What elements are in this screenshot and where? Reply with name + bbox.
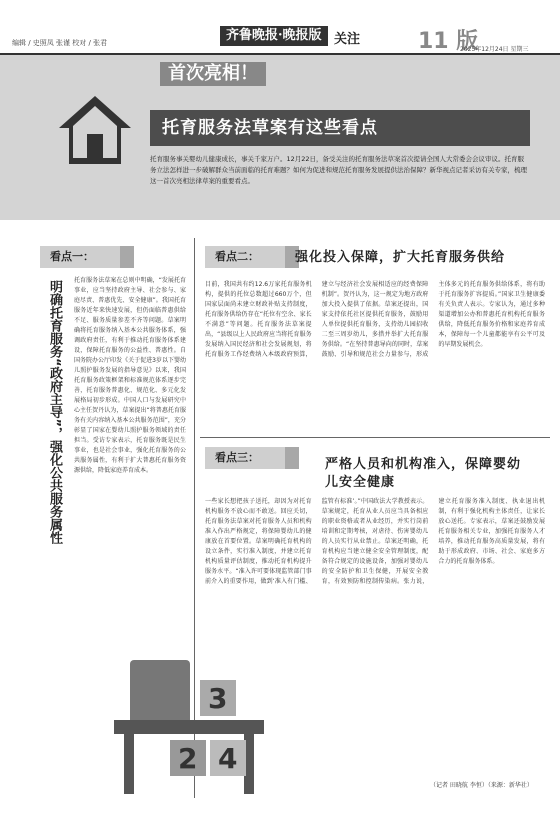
svg-text:4: 4	[218, 742, 238, 775]
section1-headline: 明确托育服务“政府主导”，强化公共服务属性	[47, 280, 62, 545]
main-headline: 托育服务法草案有这些看点	[150, 110, 530, 146]
svg-text:3: 3	[208, 682, 228, 715]
section3-body: 一些家长想把孩子送托，却因为对托育机构服务不放心而不敢送。回应关切，托育服务法草案对托育服务人员和机构准入作出严格规定，将保障婴幼儿的健康放在首要位置。草案明确托育机构的设立条件，实行准入制度，并建立托育机构质量评估制度，推动托育机构提升服务水平。“准入许可要体现监管部门事前介入的重要作用，做到‘准入有门槛、监管有标准’。”中国政法大学教授表示。草案规定，托育从业人员应当具备相应的职业资格或者从业经历，并实行岗前培训和定期考核，对虐待、伤害婴幼儿的人员实行从业禁止。草案还明确，托育机构应当建立健全安全管理制度，配备符合规定的设施设备，加强对婴幼儿的安全防护和卫生保健，开展安全教育，有效预防和控制传染病。张力说，建立托育服务准入制度、执业退出机制，有利于强化机构主体责任，让家长放心送托。专家表示，草案还鼓励发展托育服务相关专业，加强托育服务人才培养，推动托育服务高质量发展，将有助于形成政府、市场、社会、家庭多方合力的托育服务体系。	[205, 498, 545, 585]
page-number: 11 版	[418, 29, 479, 54]
section2-body: 目前，我国共有约12.6万家托育服务机构，提供的托位总数超过660万个，但国家层面尚未建立财政补贴支持制度，托育服务供给仍存在“托位有空余、家长不满意”等问题。托育服务法草案提出，“县级以上人民政府应当将托育服务发展纳入国民经济和社会发展规划，将托育服务工作经费纳入本级政府预算，建立与经济社会发展相适应的经费保障机制”。贺丹认为，这一规定为地方政府加大投入提供了依据。草案还提出，国家支持依托社区提供托育服务，鼓励用人单位提供托育服务，支持幼儿园招收二至三周岁幼儿，多措并举扩大托育服务供给。“在坚持普惠导向的同时，草案鼓励、引导和规范社会力量参与，形成主体多元的托育服务供给体系，将有助于托育服务扩容提质。”国家卫生健康委有关负责人表示。专家认为，通过多种渠道增加公办和普惠托育机构托育服务供给，降低托育服务价格和家庭养育成本，保障每一个儿童都能享有公平可及的早期发展机会。	[205, 281, 545, 358]
kicker-label: 首次亮相！	[160, 62, 266, 86]
svg-text:2: 2	[178, 742, 198, 775]
section3-headline: 严格人员和机构准入，保障婴幼儿安全健康	[325, 457, 522, 490]
house-icon	[55, 90, 135, 170]
editor-credits: 编辑 / 史照凤 张谨 校对 / 张君	[12, 39, 108, 47]
lead-paragraph: 托育服务事关婴幼儿健康成长，事关千家万户。12月22日，备受关注的托育服务法草案首次提请全国人大常委会会议审议。托育服务立法怎样进一步破解群众当前面临的托育难题？如何为促进和规范托育服务发展提供法治保障？新华视点记者采访有关专家，梳理这一首次亮相法律草案的重要看点。	[150, 155, 527, 185]
section2-tag: 看点二：	[205, 246, 299, 268]
page-header	[0, 0, 560, 55]
newspaper-masthead: 齐鲁晚报·晚报版	[220, 26, 328, 46]
section-name: 关注	[334, 32, 361, 47]
section1-tag: 看点一：	[40, 246, 134, 268]
section2-headline: 强化投入保障，扩大托育服务供给	[295, 250, 506, 265]
toy-chair-blocks-illustration	[100, 640, 280, 800]
section-separator	[200, 437, 550, 438]
publication-date: 2025年12月24日 星期三	[460, 46, 529, 53]
author-byline: （记者 田晓航 李恒）（来源：新华社）	[430, 782, 533, 789]
section1-body: 托育服务法草案在总则中明确，“发展托育事业，应当坚持政府主导、社会参与、家庭尽责、普惠优先、安全健康”。我国托育服务近年来快速发展，但仍面临普惠供给不足、服务质量参差不齐等问题。草案明确将托育服务纳入基本公共服务体系，强调政府责任，有利于推动托育服务体系建设，保障托育服务的公益性、普惠性。自国务院办公厅印发《关于促进3岁以下婴幼儿照护服务发展的指导意见》以来，我国托育服务政策框架和标准规范体系逐步完善，托育服务普惠化、规范化、多元化发展格局初步形成。中国人口与发展研究中心主任贺丹认为，草案提出“将普惠托育服务有关内容纳入基本公共服务范围”，充分彰显了国家在婴幼儿照护服务领域的责任担当。受访专家表示，托育服务既是民生事业，也是社会事业，强化托育服务的公共服务属性，有利于扩大普惠托育服务资源供给，降低家庭养育成本。	[74, 277, 186, 474]
section3-tag: 看点三：	[205, 447, 299, 469]
